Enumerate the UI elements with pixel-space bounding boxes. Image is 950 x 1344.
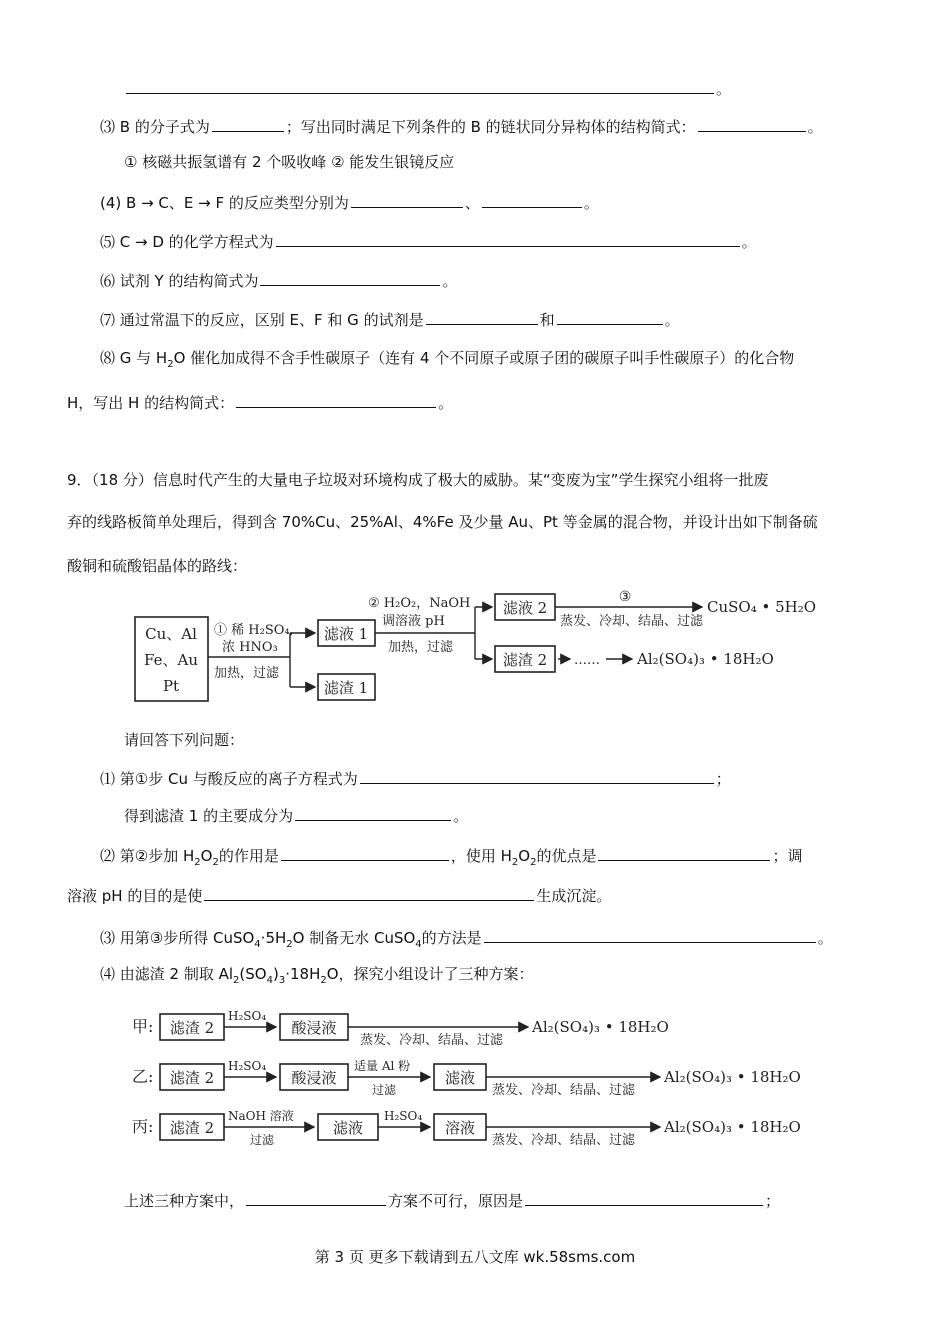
scheme-jia-label: 甲: [132,1017,154,1036]
bing-product: Al₂(SO₄)₃ • 18H₂O [664,1118,801,1136]
yi-reagent-2: 适量 Al 粉 [354,1059,411,1073]
residue2-label: 滤渣 2 [502,651,548,669]
bing-reagent-1: NaOH 溶液 [228,1109,294,1123]
yi-reagent-1: H₂SO₄ [228,1059,267,1073]
answer-1b: 得到滤渣 1 的主要成分为 。 [124,807,469,825]
answer-1: ⑴ 第①步 Cu 与酸反应的离子方程式为 ； [100,770,731,788]
step2-reagent-1: ② H₂O₂，NaOH [368,596,471,611]
scheme-yi [132,1058,801,1098]
scheme-yi-label: 乙: [132,1067,154,1086]
answer-blank[interactable] [482,192,582,208]
residue1-label: 滤渣 1 [323,679,369,697]
jia-residue2-text: 滤渣 2 [169,1019,215,1037]
answer-2: ⑵ 第②步加 $H_2O_2$的作用是 ，使用 $H_2O_2$的优点是 ；调 [100,847,803,868]
yi-op-2: 过滤 [372,1083,397,1097]
answer-blank[interactable] [204,885,534,901]
jia-product: Al₂(SO₄)₃ • 18H₂O [532,1018,669,1036]
answer-blank[interactable] [698,116,806,132]
product-copper-sulfate: CuSO₄ • 5H₂O [707,598,817,616]
start-label-3: Pt [162,677,180,695]
filtrate1-label: 滤液 1 [323,625,369,643]
bing-filtrate-text: 滤液 [332,1119,364,1137]
yi-operations: 蒸发、冷却、结晶、过滤 [492,1083,636,1098]
step2-condition: 加热，过滤 [388,640,454,655]
filtrate2-label: 滤液 2 [502,599,548,617]
question-8: ⑻ G 与 $H_2O$ 催化加成得不含手性碳原子（连有 4 个不同原子或原子团的碳原子叫手性碳原子）的化合物 [100,349,795,370]
problem-9-line-1: 9．（18 分）信息时代产生的大量电子垃圾对环境构成了极大的威胁。某“变废为宝”学生探究小组将一批废 [67,471,769,489]
bing-operations: 蒸发、冷却、结晶、过滤 [492,1133,636,1148]
question-8-continued: H，写出 H 的结构简式： 。 [67,394,454,412]
flowchart-copper-aluminum [130,585,820,705]
answer-blank[interactable] [598,845,770,861]
scheme-jia [132,1009,669,1048]
question-7: ⑺ 通过常温下的反应，区别 E、F 和 G 的试剂是 和 。 [100,311,680,329]
answer-blank[interactable] [126,78,714,94]
jia-reagent-1: H₂SO₄ [228,1009,267,1023]
product-aluminum-sulfate: Al₂(SO₄)₃ • 18H₂O [637,650,774,668]
step1-condition: 加热，过滤 [214,666,280,681]
start-label-1: Cu、Al [145,625,197,643]
question-6: ⑹ 试剂 Y 的结构简式为 。 [100,272,458,290]
jia-leachate-text: 酸浸液 [291,1019,337,1037]
scheme-bing [132,1108,801,1148]
answer-blank[interactable] [525,1190,763,1206]
answer-blank[interactable] [246,1190,386,1206]
bing-op-1: 过滤 [250,1133,275,1147]
answer-blank[interactable] [236,392,436,408]
question-4: (4) B → C、E → F 的反应类型分别为 、 。 [100,194,599,212]
answer-4: ⑷ 由滤渣 2 制取 $Al_2(SO_4)_3\cdot 18H_2O$，探究小组设计了三种方案： [100,965,534,986]
question-3: ⑶ B 的分子式为 ；写出同时满足下列条件的 B 的链状同分异构体的结构简式： 。 [100,118,823,136]
bing-solution-text: 溶液 [444,1119,476,1137]
flowchart-three-schemes [128,1000,828,1160]
jia-operations: 蒸发、冷却、结晶、过滤 [360,1033,504,1048]
start-label-2: Fe、Au [144,651,198,669]
answer-blank[interactable] [426,309,538,325]
answer-blank[interactable] [260,270,440,286]
problem-9-line-2: 弃的线路板简单处理后，得到含 70%Cu、25%Al、4%Fe 及少量 Au、Pt 等金属的混合物，并设计出如下制备硫 [67,513,818,531]
bing-reagent-2: H₂SO₄ [384,1109,423,1123]
step1-reagent-1: ① 稀 H₂SO₄, [214,623,294,638]
answer-3: ⑶ 用第③步所得 $CuSO_4\cdot 5H_2O$ 制备无水 CuSO$_4$的方法是 。 [100,929,833,950]
answer-blank[interactable] [351,192,463,208]
answer-blank[interactable] [360,768,714,784]
answer-blank[interactable] [276,231,740,247]
yi-residue2-text: 滤渣 2 [169,1069,215,1087]
step3-condition: 蒸发、冷却、结晶、过滤 [560,614,704,629]
bing-residue2-text: 滤渣 2 [169,1119,215,1137]
answer-blank[interactable] [295,805,451,821]
question-3-conditions: ① 核磁共振氢谱有 2 个吸收峰 ② 能发生银镜反应 [124,153,455,171]
step1-reagent-2: 浓 HNO₃ [222,640,278,655]
answer-blank[interactable] [212,116,284,132]
page-footer: 第 3 页 更多下载请到五八文库 wk.58sms.com [314,1248,636,1266]
answer-4b: 上述三种方案中， 方案不可行，原因是 ； [124,1192,781,1210]
answer-blank[interactable] [557,309,663,325]
scheme-bing-label: 丙: [132,1117,154,1136]
step3-label: ③ [618,589,632,605]
yi-leachate-text: 酸浸液 [291,1069,337,1087]
yi-filtrate-text: 滤液 [444,1069,476,1087]
step2-reagent-2: 调溶液 pH [382,614,445,629]
answer-blank[interactable] [484,927,816,943]
answer-2b: 溶液 pH 的目的是使 生成沉淀。 [67,887,612,905]
dots-label: …… [574,653,600,668]
answer-intro: 请回答下列问题： [124,731,245,749]
yi-product: Al₂(SO₄)₃ • 18H₂O [664,1068,801,1086]
answer-blank[interactable] [281,845,449,861]
problem-9-line-3: 酸铜和硫酸铝晶体的路线： [67,557,248,575]
answer-line-top: 。 [124,78,731,99]
question-5: ⑸ C → D 的化学方程式为 。 [100,233,757,251]
